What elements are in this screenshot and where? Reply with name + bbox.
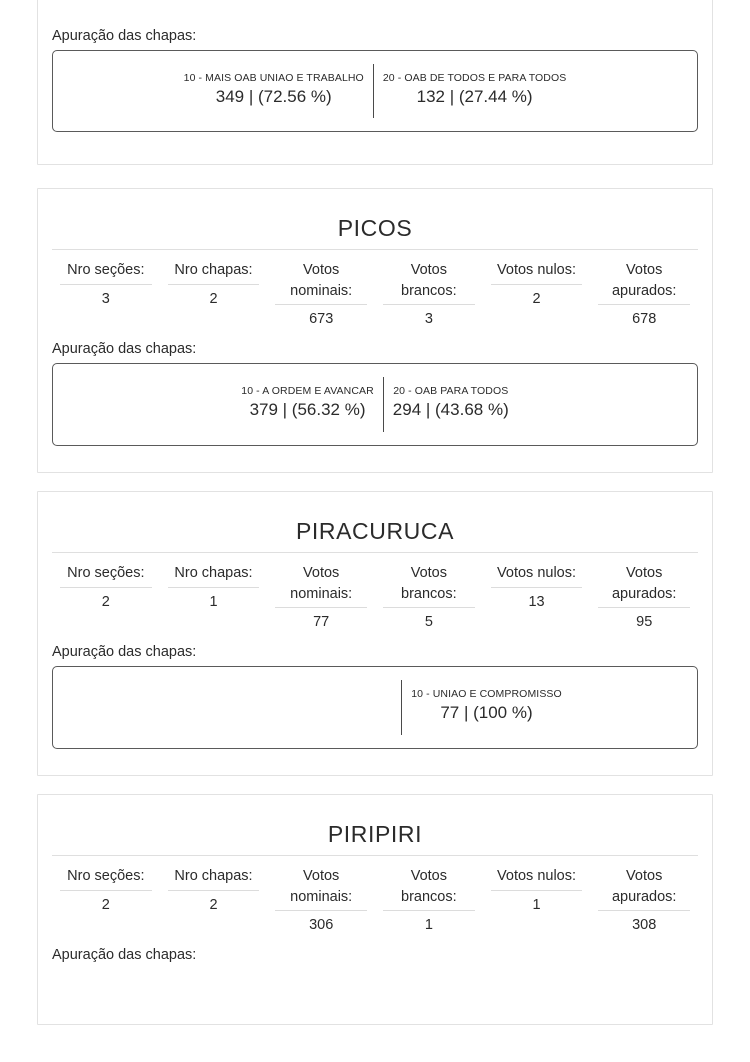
apuracao-label: Apuração das chapas:	[52, 341, 197, 358]
stat-value: 308	[632, 917, 657, 934]
stat-chapas	[160, 563, 268, 613]
stat-value: 306	[309, 917, 334, 934]
city-result-card-picos	[37, 188, 713, 473]
stat-votos-brancos	[375, 866, 483, 936]
stat-value: 2	[101, 896, 110, 913]
chapa-name: 10 - A ORDEM E AVANCAR	[241, 385, 374, 398]
stat-label	[273, 260, 369, 301]
stat-value: 3	[424, 311, 433, 328]
stats-row	[52, 553, 698, 633]
stat-label	[381, 563, 477, 604]
stat-value: 1	[209, 593, 218, 610]
stat-label	[381, 866, 477, 907]
stat-votos-nulos	[483, 563, 591, 613]
city-title: PICOS	[337, 215, 413, 241]
chapas-box	[52, 666, 698, 748]
stat-label	[273, 563, 369, 604]
stat-label: Votos nulos:	[497, 868, 577, 885]
city-result-card-piracuruca	[37, 491, 713, 776]
chapa-name: 10 - MAIS OAB UNIAO E TRABALHO	[183, 71, 364, 84]
stat-votos-nulos	[483, 260, 591, 310]
chapa-name: 10 - UNIAO E COMPROMISSO	[411, 688, 562, 701]
stat-label-line1: Votos	[410, 262, 447, 279]
stat-votos-apurados	[590, 866, 698, 936]
chapa-votes: 294 | (43.68 %)	[392, 400, 509, 420]
stat-secoes	[52, 260, 160, 310]
stat-votos-apurados	[590, 563, 698, 633]
stat-secoes	[52, 866, 160, 916]
chapa-cell	[373, 64, 576, 118]
stat-label	[596, 563, 692, 604]
stat-label: Nro seções:	[67, 565, 145, 582]
stat-votos-nulos	[483, 866, 591, 916]
stat-label-line1: Votos	[626, 868, 663, 885]
stat-label: Votos nulos:	[497, 565, 577, 582]
apuracao-label: Apuração das chapas:	[52, 28, 197, 44]
stat-label	[381, 260, 477, 301]
stat-label-line2: nominais:	[290, 585, 353, 602]
stat-label: Nro chapas:	[174, 868, 253, 885]
city-result-card-partial	[37, 0, 713, 165]
stat-value: 77	[313, 614, 330, 631]
chapa-votes: 349 | (72.56 %)	[215, 86, 332, 106]
stat-value: 2	[209, 290, 218, 307]
stat-label: Nro chapas:	[174, 262, 253, 279]
stat-label	[596, 866, 692, 907]
city-title: PIRIPIRI	[327, 821, 423, 847]
chapa-name: 20 - OAB DE TODOS E PARA TODOS	[382, 71, 567, 84]
stat-label-line2: apurados:	[611, 282, 677, 299]
stat-label	[273, 866, 369, 907]
stat-label-line1: Votos	[626, 262, 663, 279]
stats-row	[52, 250, 698, 330]
city-title: PIRACURUCA	[295, 518, 455, 544]
stat-votos-brancos	[375, 563, 483, 633]
stat-label-line2: nominais:	[290, 282, 353, 299]
stat-label-line1: Votos	[303, 868, 340, 885]
chapa-cell	[175, 64, 373, 118]
stat-label-line2: apurados:	[611, 888, 677, 905]
stat-label-line1: Votos	[410, 868, 447, 885]
stat-value: 5	[424, 614, 433, 631]
apuracao-label: Apuração das chapas:	[52, 644, 197, 661]
chapa-cell	[401, 680, 571, 734]
stat-votos-nominais	[267, 866, 375, 936]
stat-label-line1: Votos	[303, 262, 340, 279]
stat-votos-brancos	[375, 260, 483, 330]
city-result-card-piripiri	[37, 794, 713, 1025]
stat-label: Votos nulos:	[497, 262, 577, 279]
chapa-votes: 379 | (56.32 %)	[249, 400, 366, 420]
chapas-box	[52, 363, 698, 445]
stat-value: 678	[632, 311, 657, 328]
stat-votos-nominais	[267, 260, 375, 330]
stat-value: 2	[532, 290, 541, 307]
chapa-votes: 132 | (27.44 %)	[416, 86, 533, 106]
stats-row	[52, 856, 698, 936]
stat-secoes	[52, 563, 160, 613]
stat-votos-apurados	[590, 260, 698, 330]
stat-label: Nro seções:	[67, 262, 145, 279]
stat-label-line2: apurados:	[611, 585, 677, 602]
stat-label: Nro chapas:	[174, 565, 253, 582]
stat-value: 1	[424, 917, 433, 934]
apuracao-label: Apuração das chapas:	[52, 947, 197, 964]
chapas-box	[52, 50, 698, 132]
stat-value: 1	[532, 896, 541, 913]
chapa-cell	[383, 377, 518, 431]
stat-votos-nominais	[267, 563, 375, 633]
stat-label-line2: brancos:	[401, 888, 457, 905]
stat-label-line2: brancos:	[401, 585, 457, 602]
chapa-name: 20 - OAB PARA TODOS	[393, 385, 509, 398]
stat-value: 95	[636, 614, 653, 631]
stat-label-line1: Votos	[410, 565, 447, 582]
stat-label-line2: nominais:	[290, 888, 353, 905]
stat-value: 2	[101, 593, 110, 610]
stat-chapas	[160, 260, 268, 310]
stat-value: 13	[528, 593, 545, 610]
chapa-cell	[232, 377, 383, 431]
stat-chapas	[160, 866, 268, 916]
stat-value: 3	[101, 290, 110, 307]
stat-label: Nro seções:	[67, 868, 145, 885]
stat-label	[596, 260, 692, 301]
stat-label-line2: brancos:	[401, 282, 457, 299]
stat-value: 673	[309, 311, 334, 328]
stat-value: 2	[209, 896, 218, 913]
stat-label-line1: Votos	[303, 565, 340, 582]
chapa-votes: 77 | (100 %)	[440, 703, 533, 723]
stat-label-line1: Votos	[626, 565, 663, 582]
